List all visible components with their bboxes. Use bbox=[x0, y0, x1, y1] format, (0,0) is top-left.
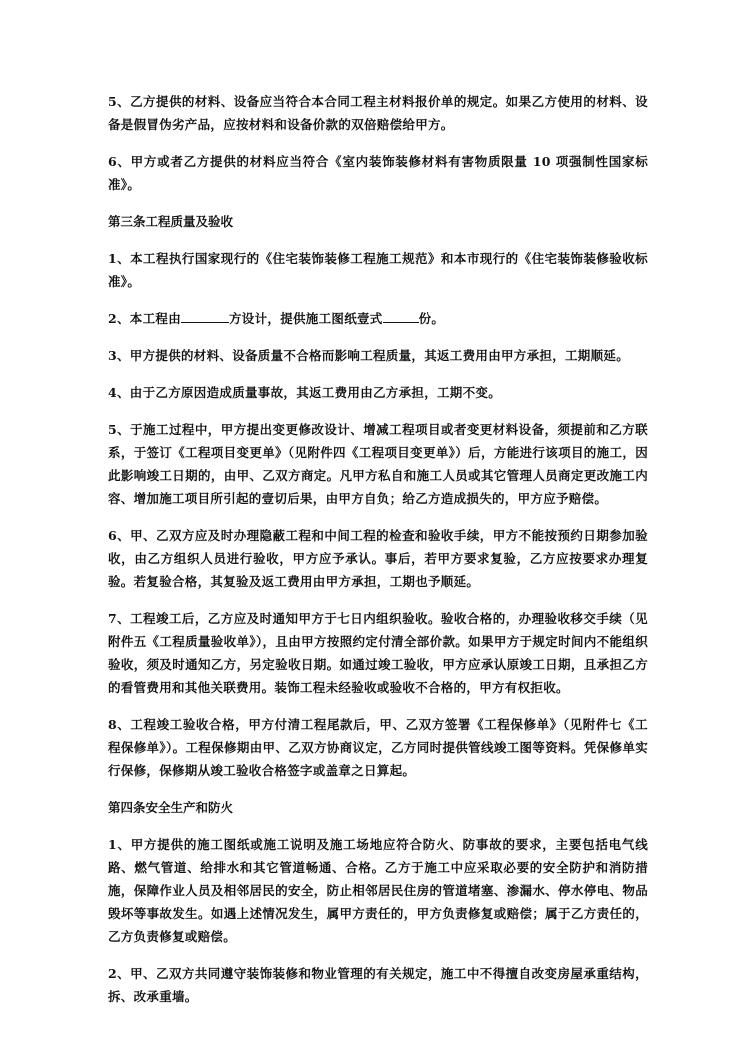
section-4-item-1: 1、甲方提供的施工图纸或施工说明及施工场地应符合防火、防事故的要求，主要包括电气线路、燃气管道、给排水和其它管道畅通、合格。乙方于施工中应采取必要的安全防护和消防措施，保障作业人员及相邻居民的安全，防止相邻居民住房的管道堵塞、渗漏水、停水停电、物品毁坏等事故发生。如遇上述情况发生，属甲方责任的，甲方负责修复或赔偿；属于乙方责任的，乙方负责修复或赔偿。 bbox=[108, 837, 648, 944]
paragraph-materials-standard: 6、甲方或者乙方提供的材料应当符合《室内装饰装修材料有害物质限量 10 项强制性国家标准》。 bbox=[108, 154, 648, 192]
section-3-item-2 bbox=[108, 307, 648, 330]
design-party-blank bbox=[181, 308, 229, 323]
section-3-title: 第三条工程质量及验收 bbox=[108, 214, 234, 229]
section-4-title: 第四条安全生产和防火 bbox=[108, 800, 234, 815]
paragraph-materials-quality: 5、乙方提供的材料、设备应当符合本合同工程主材料报价单的规定。如果乙方使用的材料、设备是假冒伪劣产品，应按材料和设备价款的双倍赔偿给甲方。 bbox=[108, 94, 648, 132]
section-3-item-6: 6、甲、乙双方应及时办理隐蔽工程和中间工程的检查和验收手续，甲方不能按预约日期参加验收，由乙方组织人员进行验收，甲方应予承认。事后，若甲方要求复验，乙方应按要求办理复验。若复验合格，其复验及返工费用由甲方承担，工期也予顺延。 bbox=[108, 528, 648, 589]
section-3-item-8: 8、工程竣工验收合格，甲方付清工程尾款后，甲、乙双方签署《工程保修单》（见附件七《工程保修单》）。工程保修期由甲、乙双方协商议定，乙方同时提供管线竣工图等资料。凭保修单实行保修，保修期从竣工验收合格签字或盖章之日算起。 bbox=[108, 717, 648, 778]
section-3-item-7: 7、工程竣工后，乙方应及时通知甲方于七日内组织验收。验收合格的，办理验收移交手续（见附件五《工程质量验收单》），且由甲方按照约定付清全部价款。如果甲方于规定时间内不能组织验收，须及时通知乙方，另定验收日期。如通过竣工验收，甲方应承认原竣工日期，且承担乙方的看管费用和其他关联费用。装饰工程未经验收或验收不合格的，甲方有权拒收。 bbox=[108, 611, 648, 695]
section-3-item-1: 1、本工程执行国家现行的《住宅装饰装修工程施工规范》和本市现行的《住宅装饰装修验收标准》。 bbox=[108, 251, 648, 289]
section-3-item-3: 3、甲方提供的材料、设备质量不合格而影响工程质量，其返工费用由甲方承担，工期顺延。 bbox=[108, 348, 629, 363]
section-3-item-4: 4、由于乙方原因造成质量事故，其返工费用由乙方承担，工期不变。 bbox=[108, 385, 501, 400]
item-2-middle: 方设计，提供施工图纸壹式 bbox=[229, 311, 383, 326]
section-3-item-5: 5、于施工过程中，甲方提出变更修改设计、增减工程项目或者变更材料设备，须提前和乙方联系，于签订《工程项目变更单》（见附件四《工程项目变更单》）后，方能进行该项目的施工，因此影响竣工日期的，由甲、乙双方商定。凡甲方私自和施工人员或其它管理人员商定更改施工内容、增加施工项目所引起的壹切后果，由甲方自负；给乙方造成损失的，甲方应予赔偿。 bbox=[108, 422, 648, 506]
section-4-item-2: 2、甲、乙双方共同遵守装饰装修和物业管理的有关规定，施工中不得擅自改变房屋承重结构，拆、改承重墙。 bbox=[108, 966, 648, 1004]
drawing-copies-blank bbox=[383, 308, 419, 323]
item-2-suffix: 份。 bbox=[418, 311, 445, 326]
document-page bbox=[108, 90, 648, 1022]
item-2-prefix: 2、本工程由 bbox=[108, 311, 181, 326]
